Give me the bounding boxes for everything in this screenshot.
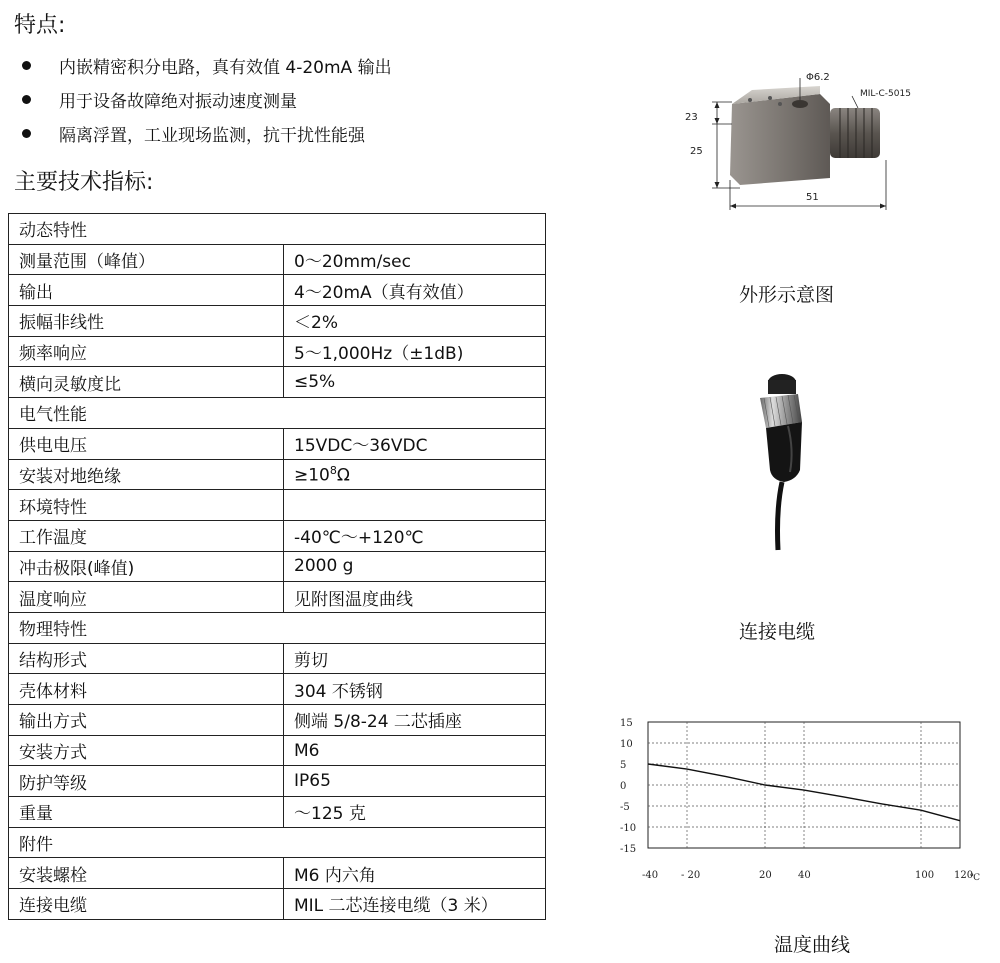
spec-row xyxy=(9,336,546,367)
spec-value: IP65 xyxy=(284,766,546,797)
dim-hole-label: Φ6.2 xyxy=(806,72,830,83)
spec-table xyxy=(8,213,546,920)
spec-value: M6 xyxy=(284,735,546,766)
spec-value-unit: Ω xyxy=(336,465,350,486)
spec-row xyxy=(9,520,546,551)
spec-value: 见附图温度曲线 xyxy=(284,582,546,613)
spec-label: 工作温度 xyxy=(9,520,284,551)
spec-row xyxy=(9,889,546,920)
spec-label: 结构形式 xyxy=(9,643,284,674)
dim-top-label: 23 xyxy=(685,112,698,123)
spec-value: -40℃～+120℃ xyxy=(284,520,546,551)
feature-text: 内嵌精密积分电路，真有效值 4-20mA 输出 xyxy=(59,57,392,78)
spec-row xyxy=(9,582,546,613)
spec-value xyxy=(284,459,546,490)
spec-section-row xyxy=(9,490,546,521)
spec-value: 剪切 xyxy=(284,643,546,674)
spec-label: 频率响应 xyxy=(9,336,284,367)
spec-label: 连接电缆 xyxy=(9,889,284,920)
spec-value: ＜2% xyxy=(284,306,546,337)
y-tick-label: 10 xyxy=(620,739,633,750)
y-tick-label: -15 xyxy=(620,844,637,855)
spec-value: 0～20mm/sec xyxy=(284,244,546,275)
x-tick-label: 20 xyxy=(759,870,772,881)
cable-image xyxy=(740,360,840,560)
spec-value: M6 内六角 xyxy=(284,858,546,889)
feature-item xyxy=(18,116,392,150)
features-heading: 特点: xyxy=(14,13,66,38)
spec-value: 5～1,000Hz（±1dB) xyxy=(284,336,546,367)
spec-value: 4～20mA（真有效值） xyxy=(284,275,546,306)
spec-label: 温度响应 xyxy=(9,582,284,613)
y-tick-label: -5 xyxy=(620,802,630,813)
spec-label: 横向灵敏度比 xyxy=(9,367,284,398)
spec-row xyxy=(9,367,546,398)
spec-value: 侧端 5/8-24 二芯插座 xyxy=(284,705,546,736)
bullet-icon xyxy=(22,95,31,104)
spec-label: 重量 xyxy=(9,797,284,828)
spec-section-title: 物理特性 xyxy=(9,612,546,643)
dim-connector-label: MIL-C-5015 xyxy=(860,89,911,99)
y-tick-label: 0 xyxy=(620,781,627,792)
spec-row xyxy=(9,459,546,490)
spec-label: 壳体材料 xyxy=(9,674,284,705)
spec-row xyxy=(9,705,546,736)
spec-label: 输出 xyxy=(9,275,284,306)
spec-value: MIL 二芯连接电缆（3 米） xyxy=(284,889,546,920)
x-tick-label: 100 xyxy=(915,870,935,881)
spec-section-title: 附件 xyxy=(9,827,546,858)
cable-caption: 连接电缆 xyxy=(739,621,816,643)
spec-row xyxy=(9,797,546,828)
temp-caption: 温度曲线 xyxy=(774,934,851,956)
x-tick-label: 40 xyxy=(798,870,811,881)
spec-label: 安装方式 xyxy=(9,735,284,766)
bullet-icon xyxy=(22,61,31,70)
outline-diagram xyxy=(680,60,920,230)
spec-row xyxy=(9,674,546,705)
x-tick-label: 120 xyxy=(954,870,974,881)
x-tick-label: - 20 xyxy=(681,870,701,881)
feature-list xyxy=(18,48,392,150)
temperature-chart xyxy=(600,710,990,885)
spec-row xyxy=(9,275,546,306)
spec-value-exponent: 8 xyxy=(329,463,337,477)
spec-value: 15VDC～36VDC xyxy=(284,428,546,459)
spec-section-title: 环境特性 xyxy=(9,490,284,521)
spec-row xyxy=(9,735,546,766)
mount-hole xyxy=(792,100,808,108)
spec-row xyxy=(9,643,546,674)
cable-wire xyxy=(778,482,783,550)
spec-section-row xyxy=(9,827,546,858)
spec-label: 冲击极限(峰值) xyxy=(9,551,284,582)
spec-section-row xyxy=(9,612,546,643)
spec-value: 304 不锈钢 xyxy=(284,674,546,705)
spec-value: ～125 克 xyxy=(284,797,546,828)
spec-label: 防护等级 xyxy=(9,766,284,797)
spec-row xyxy=(9,766,546,797)
spec-label: 安装螺栓 xyxy=(9,858,284,889)
spec-section-title: 动态特性 xyxy=(9,214,546,245)
bullet-icon xyxy=(22,129,31,138)
cable-boot xyxy=(766,422,802,482)
spec-section-row xyxy=(9,398,546,429)
feature-text: 用于设备故障绝对振动速度测量 xyxy=(59,91,297,112)
spec-label: 安装对地绝缘 xyxy=(9,459,284,490)
spec-row xyxy=(9,428,546,459)
dim-height-label: 25 xyxy=(690,146,703,157)
y-tick-label: -10 xyxy=(620,823,637,834)
spec-value: ≤5% xyxy=(284,367,546,398)
spec-label: 输出方式 xyxy=(9,705,284,736)
sensor-body xyxy=(730,94,830,185)
spec-label: 振幅非线性 xyxy=(9,306,284,337)
specs-heading: 主要技术指标: xyxy=(14,170,154,195)
dim-width-label: 51 xyxy=(806,192,819,203)
spec-row xyxy=(9,551,546,582)
spec-section-title: 电气性能 xyxy=(9,398,546,429)
y-tick-label: 5 xyxy=(620,760,627,771)
spec-value-text: ≥10 xyxy=(294,465,330,486)
feature-text: 隔离浮置，工业现场监测，抗干扰性能强 xyxy=(59,125,365,146)
spec-label: 测量范围（峰值） xyxy=(9,244,284,275)
spec-value: 2000 g xyxy=(284,551,546,582)
outline-caption: 外形示意图 xyxy=(739,284,835,306)
spec-row xyxy=(9,858,546,889)
x-unit-label: ℃ xyxy=(970,873,981,883)
spec-row xyxy=(9,244,546,275)
feature-item xyxy=(18,48,392,82)
y-tick-label: 15 xyxy=(620,718,633,729)
spec-section-row xyxy=(9,214,546,245)
spec-label: 供电电压 xyxy=(9,428,284,459)
spec-row xyxy=(9,306,546,337)
spec-value xyxy=(284,490,546,521)
x-tick-label: -40 xyxy=(642,870,659,881)
feature-item xyxy=(18,82,392,116)
temp-series-line xyxy=(648,764,960,821)
